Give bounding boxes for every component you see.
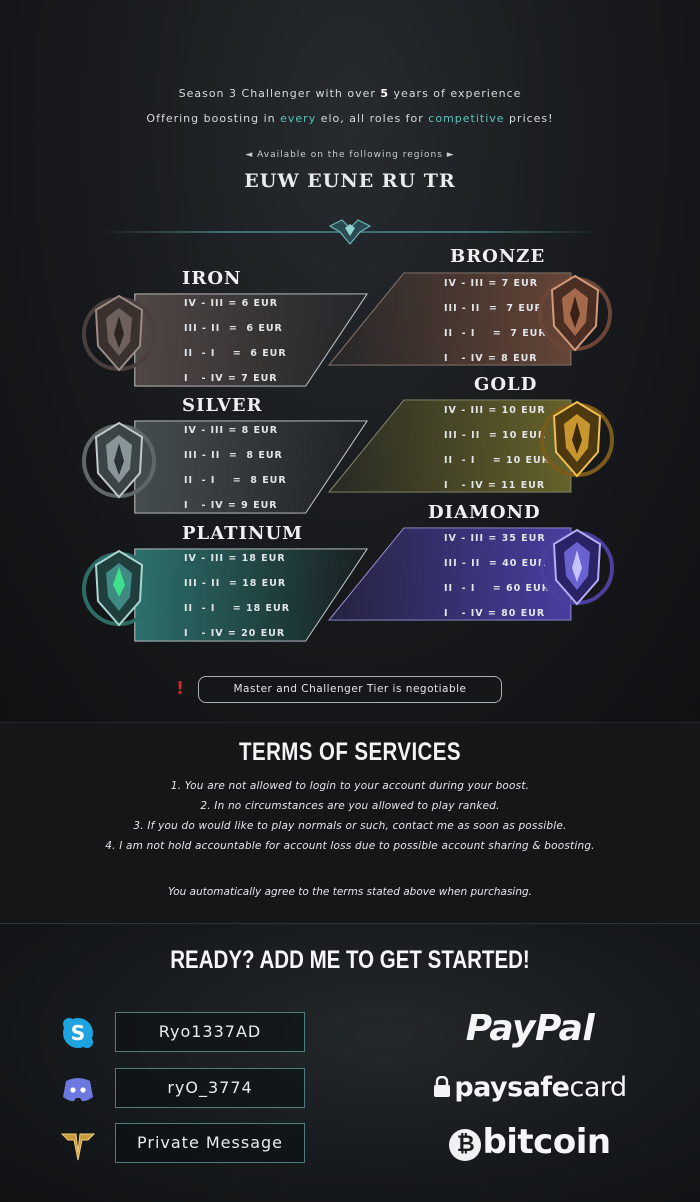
intro-text: Season 3 Challenger with over (178, 87, 381, 100)
discord-id-field[interactable]: ryO_3774 (115, 1068, 305, 1108)
price-row: III - II = 7 EUR (444, 303, 543, 314)
silver-emblem-icon (80, 417, 158, 503)
price-row: I - IV = 9 EUR (184, 500, 278, 511)
silver-title: SILVER (182, 395, 263, 416)
site-logo-icon[interactable] (60, 1126, 96, 1162)
paysafecard-logo (430, 1072, 630, 1103)
bronze-title: BRONZE (450, 246, 546, 267)
price-row: II - I = 18 EUR (184, 603, 291, 614)
highlight-competitive: competitive (428, 112, 505, 125)
skype-icon[interactable] (60, 1015, 96, 1051)
price-row: III - II = 18 EUR (184, 578, 287, 589)
iron-prices (184, 291, 287, 391)
iron-title: IRON (182, 268, 242, 289)
private-message-button[interactable]: Private Message (115, 1123, 305, 1163)
silver-prices (184, 418, 287, 518)
platinum-prices (184, 546, 290, 646)
price-row: II - I = 10 EUR (444, 455, 551, 466)
price-row: III - II = 10 EUR (444, 430, 547, 441)
negotiable-note (176, 676, 506, 704)
price-row: III - II = 6 EUR (184, 323, 283, 334)
years-count: 5 (380, 87, 390, 100)
section-divider (100, 222, 600, 242)
bitcoin-text: bitcoin (482, 1122, 611, 1162)
terms-item: 2. In no circumstances are you allowed to play ranked. (200, 800, 500, 812)
price-row: III - II = 8 EUR (184, 450, 283, 461)
bronze-prices (444, 271, 547, 371)
diamond-emblem-icon (538, 524, 616, 610)
price-row: I - IV = 11 EUR (444, 480, 546, 491)
gold-prices (444, 398, 550, 498)
discord-icon[interactable] (60, 1071, 96, 1107)
paypal-logo: PayPal (465, 1008, 595, 1049)
price-row: II - I = 60 EUR (444, 583, 551, 594)
price-row: I - IV = 7 EUR (184, 373, 278, 384)
highlight-every: every (280, 112, 317, 125)
contact-private-message (60, 1123, 306, 1163)
iron-emblem-icon (80, 290, 158, 376)
price-row: IV - III = 8 EUR (184, 425, 279, 436)
terms-agreement: You automatically agree to the terms stated above when purchasing. (167, 886, 533, 898)
paysafe-bold-text: paysafe (454, 1072, 570, 1103)
intro (0, 86, 700, 136)
price-row: IV - III = 7 EUR (444, 278, 539, 289)
contact-discord (60, 1068, 306, 1108)
terms-item: 4. I am not hold accountable for account loss due to possible account sharing & boosting. (105, 840, 595, 852)
intro-line-1 (0, 86, 700, 111)
intro-text: elo, all roles for (316, 112, 429, 125)
platinum-title: PLATINUM (182, 523, 304, 544)
platinum-emblem-icon (80, 545, 158, 631)
gold-emblem-icon (538, 396, 616, 482)
terms-list (0, 776, 700, 856)
intro-text: prices! (504, 112, 554, 125)
price-row: I - IV = 20 EUR (184, 628, 286, 639)
intro-text: years of experience (389, 87, 522, 100)
intro-line-2 (0, 111, 700, 136)
crest-icon (326, 214, 374, 248)
skype-id-field[interactable]: Ryo1337AD (115, 1012, 305, 1052)
paysafe-light-text: card (569, 1072, 627, 1103)
bronze-emblem-icon (536, 270, 614, 356)
price-row: II - I = 8 EUR (184, 475, 287, 486)
bitcoin-logo (430, 1122, 630, 1162)
cta-heading: READY? ADD ME TO GET STARTED! (170, 946, 530, 974)
price-row: I - IV = 80 EUR (444, 608, 546, 619)
svg-text:S: S (70, 1021, 86, 1045)
price-row: II - I = 7 EUR (444, 328, 547, 339)
negotiable-box: Master and Challenger Tier is negotiable (198, 676, 502, 703)
lock-icon (433, 1076, 451, 1098)
contact-skype (60, 1012, 306, 1052)
bitcoin-icon: ₿ (449, 1129, 481, 1161)
diamond-title: DIAMOND (428, 502, 541, 523)
intro-text: Offering boosting in (146, 112, 281, 125)
terms-title: TERMS OF SERVICES (239, 738, 461, 766)
price-row: II - I = 6 EUR (184, 348, 287, 359)
regions-caption: ◄ Available on the following regions ► (245, 150, 455, 160)
diamond-prices (444, 526, 550, 626)
exclamation-icon: ! (176, 678, 185, 699)
terms-item: 1. You are not allowed to login to your account during your boost. (170, 780, 530, 792)
terms-item: 3. If you do would like to play normals or such, contact me as soon as possible. (133, 820, 567, 832)
price-row: I - IV = 8 EUR (444, 353, 538, 364)
price-row: IV - III = 6 EUR (184, 298, 279, 309)
price-row: IV - III = 35 EUR (444, 533, 546, 544)
price-row: IV - III = 10 EUR (444, 405, 546, 416)
price-row: III - II = 40 EUR (444, 558, 547, 569)
gold-title: GOLD (474, 374, 538, 395)
price-row: IV - III = 18 EUR (184, 553, 286, 564)
regions-list: EUW EUNE RU TR (244, 170, 456, 192)
